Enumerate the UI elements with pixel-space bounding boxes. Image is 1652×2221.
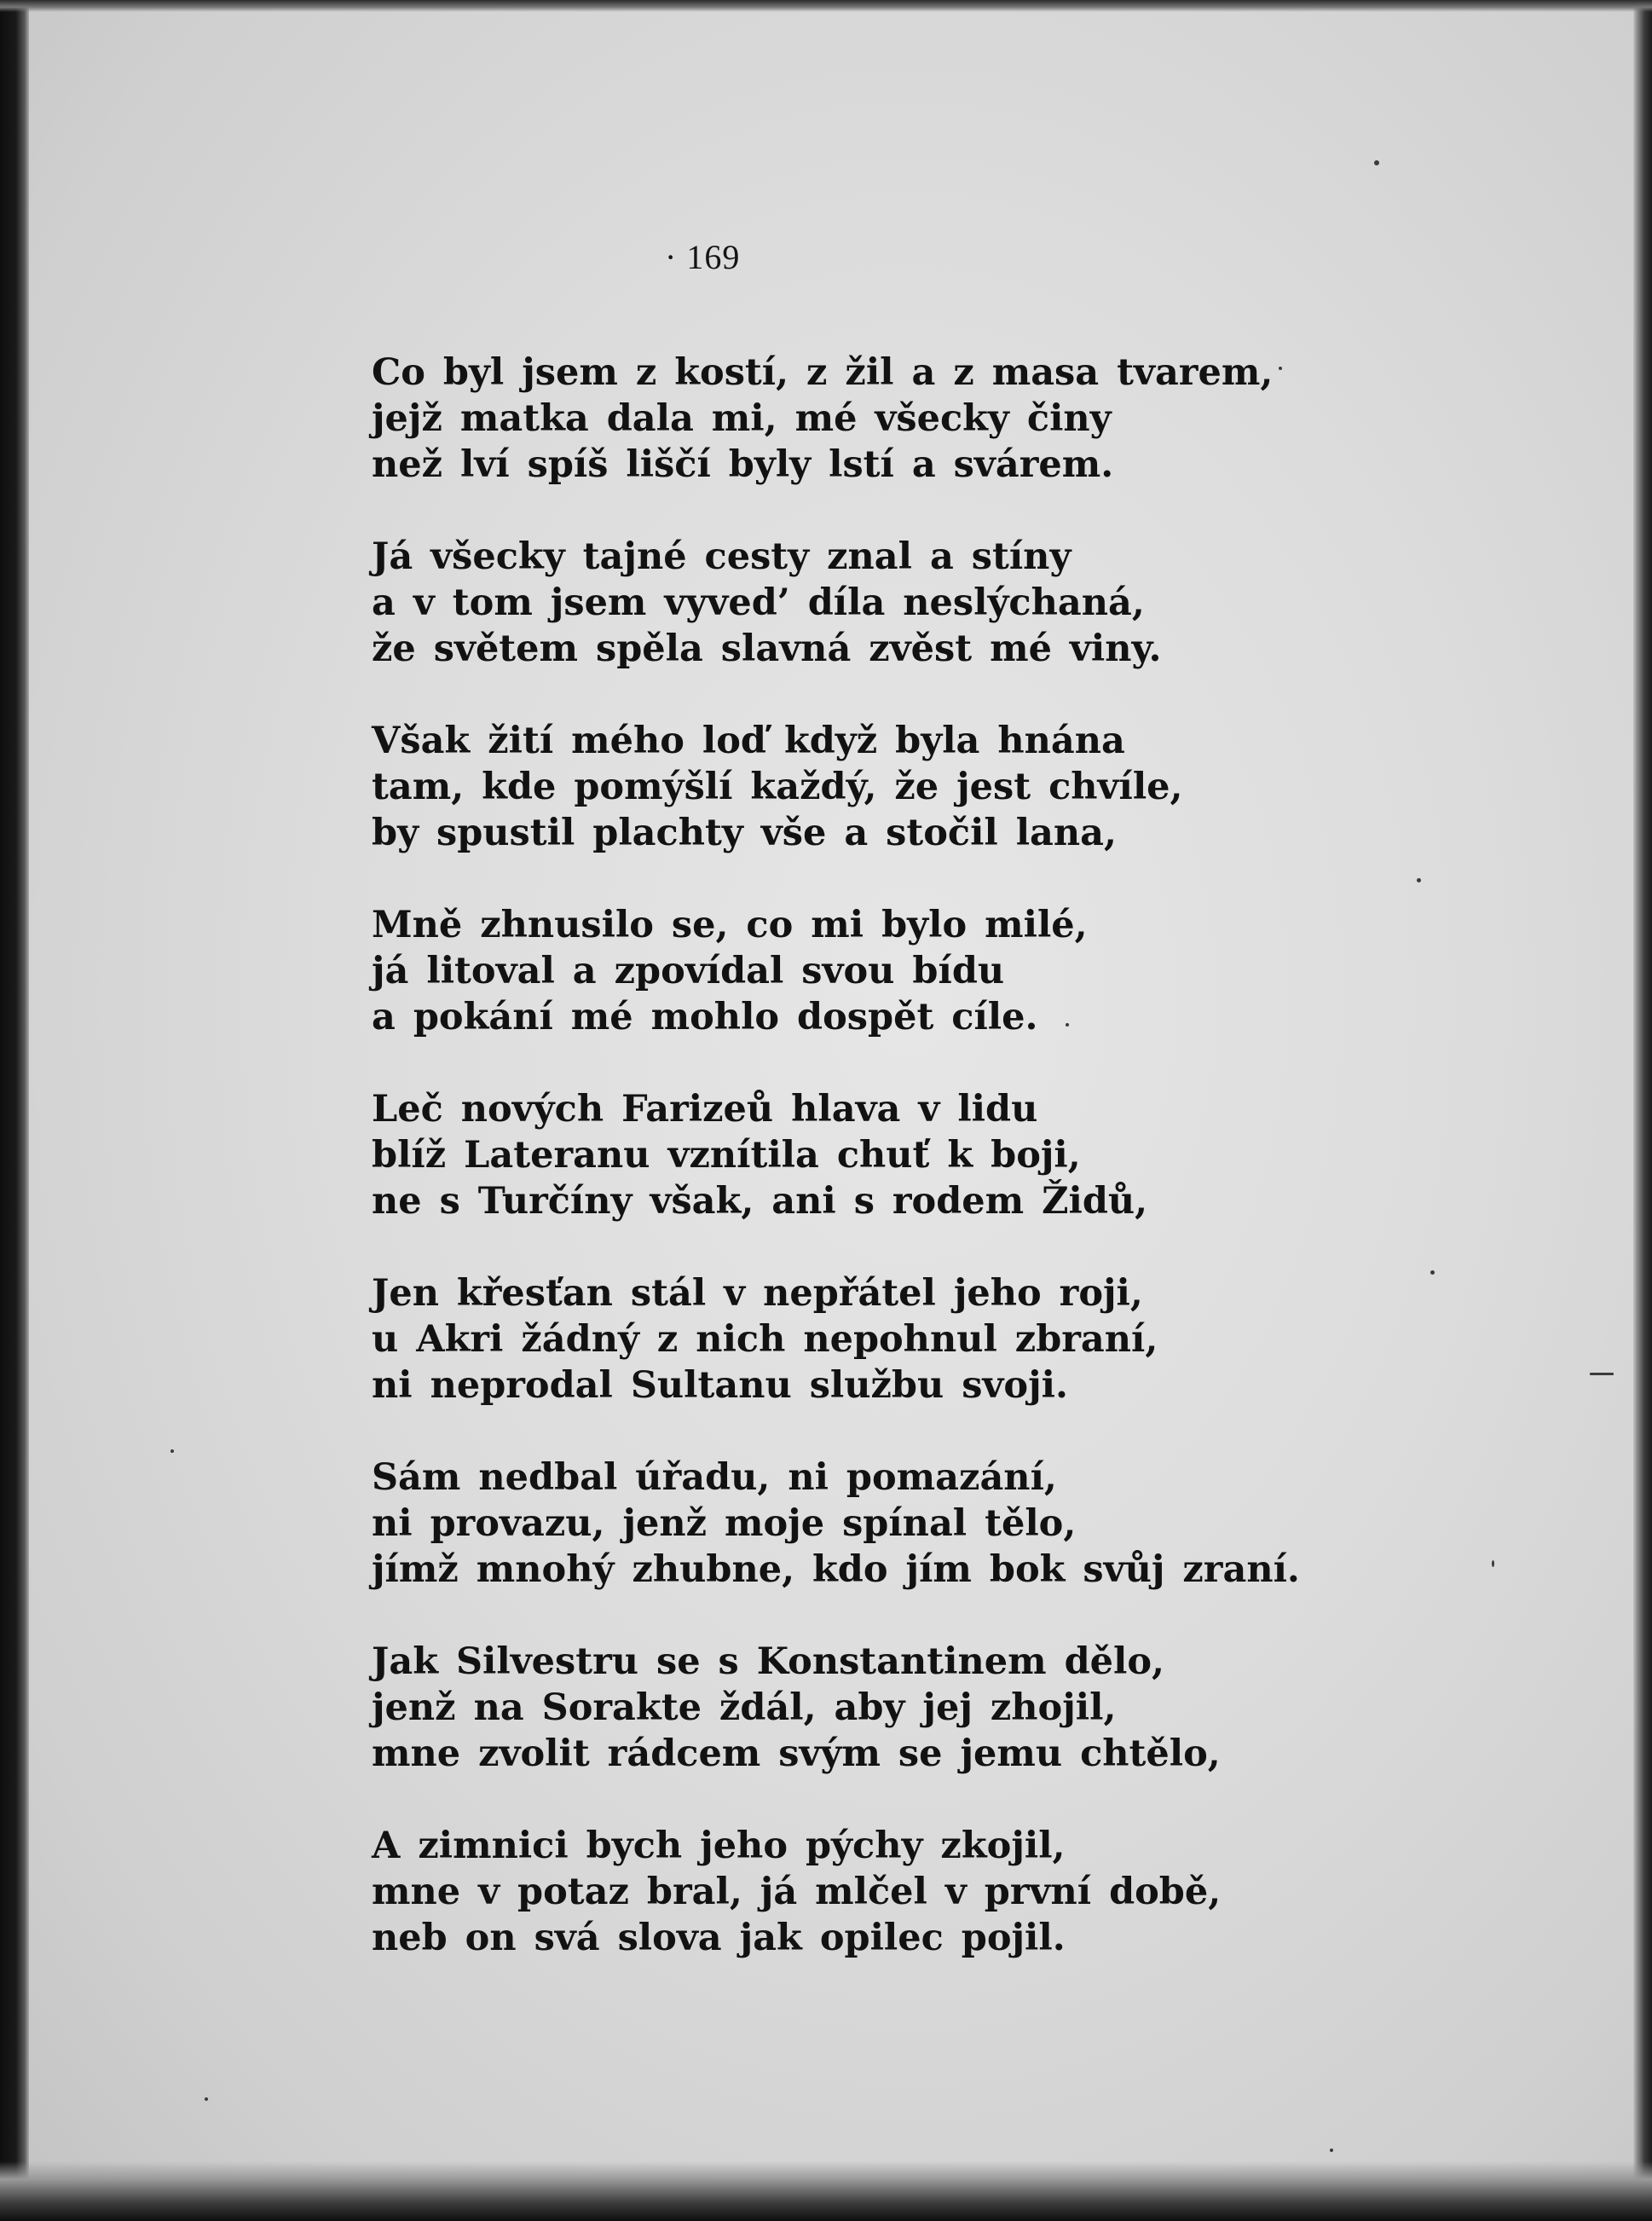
- verse-line: Sám nedbal úřadu, ni pomazání,: [372, 1456, 1057, 1499]
- page-number: · 169: [665, 238, 741, 276]
- scan-speck: [170, 1449, 174, 1453]
- verse-line: u Akri žádný z nich nepohnul zbraní,: [372, 1318, 1158, 1361]
- verse-line: že světem spěla slavná zvěst mé viny.: [372, 628, 1162, 670]
- verse-line: Mně zhnusilo se, co mi bylo milé,: [372, 904, 1088, 946]
- verse-line: tam, kde pomýšlí každý, že jest chvíle,: [372, 766, 1183, 808]
- scan-speck: [1590, 1373, 1614, 1375]
- verse-line: a v tom jsem vyved’ díla neslýchaná,: [372, 581, 1145, 624]
- page-bottom-edge: [0, 2161, 1652, 2221]
- stanza: [372, 902, 1309, 1040]
- verse-line: mne v potaz bral, já mlčel v první době,: [372, 1871, 1222, 1913]
- verse-line: já litoval a zpovídal svou bídu: [372, 950, 1005, 992]
- stanza: [372, 1455, 1309, 1593]
- page-right-edge: [1633, 0, 1652, 2221]
- stanza: [372, 718, 1309, 856]
- stanza: [372, 1086, 1309, 1224]
- verse-line: ne s Turčíny však, ani s rodem Židů,: [372, 1180, 1148, 1223]
- verse-line: jejž matka dala mi, mé všecky činy: [372, 397, 1112, 440]
- verse-line: než lví spíš liščí byly lstí a svárem.: [372, 443, 1114, 486]
- verse-line: A zimnici bych jeho pýchy zkojil,: [372, 1825, 1066, 1867]
- verse-line: ni provazu, jenž moje spínal tělo,: [372, 1502, 1077, 1545]
- verse-line: jenž na Sorakte ždál, aby jej zhojil,: [372, 1686, 1117, 1729]
- page-left-edge: [0, 0, 29, 2221]
- verse-line: a pokání mé mohlo dospět cíle.: [372, 996, 1038, 1038]
- page-top-edge: [0, 0, 1652, 12]
- verse-line: jímž mnohý zhubne, kdo jím bok svůj zraní.: [372, 1548, 1300, 1591]
- scan-speck: [1430, 1270, 1435, 1275]
- stanza: [372, 1270, 1309, 1408]
- verse-line: neb on svá slova jak opilec pojil.: [372, 1917, 1066, 1959]
- poem-text: [372, 350, 1309, 2007]
- stanza: [372, 534, 1309, 672]
- verse-line: Jak Silvestru se s Konstantinem dělo,: [372, 1640, 1164, 1683]
- scan-speck: [1330, 2149, 1333, 2152]
- scan-speck: [205, 2097, 208, 2101]
- scan-speck: [1374, 160, 1379, 165]
- verse-line: Jen křesťan stál v nepřátel jeho roji,: [372, 1272, 1143, 1315]
- verse-line: Já všecky tajné cesty znal a stíny: [372, 535, 1071, 578]
- verse-line: mne zvolit rádcem svým se jemu chtělo,: [372, 1732, 1221, 1775]
- verse-line: Co byl jsem z kostí, z žil a z masa tvarem,: [372, 351, 1274, 394]
- verse-line: Leč nových Farizeů hlava v lidu: [372, 1088, 1038, 1131]
- stanza: [372, 1639, 1309, 1777]
- verse-line: Však žití mého loď když byla hnána: [372, 720, 1125, 762]
- stanza: [372, 1823, 1309, 1961]
- scan-speck: [1492, 1560, 1494, 1567]
- scan-speck: [1417, 878, 1421, 882]
- verse-line: blíž Lateranu vznítila chuť k boji,: [372, 1134, 1081, 1177]
- verse-line: ni neprodal Sultanu službu svoji.: [372, 1364, 1068, 1407]
- stanza: [372, 350, 1309, 488]
- verse-line: by spustil plachty vše a stočil lana,: [372, 812, 1118, 854]
